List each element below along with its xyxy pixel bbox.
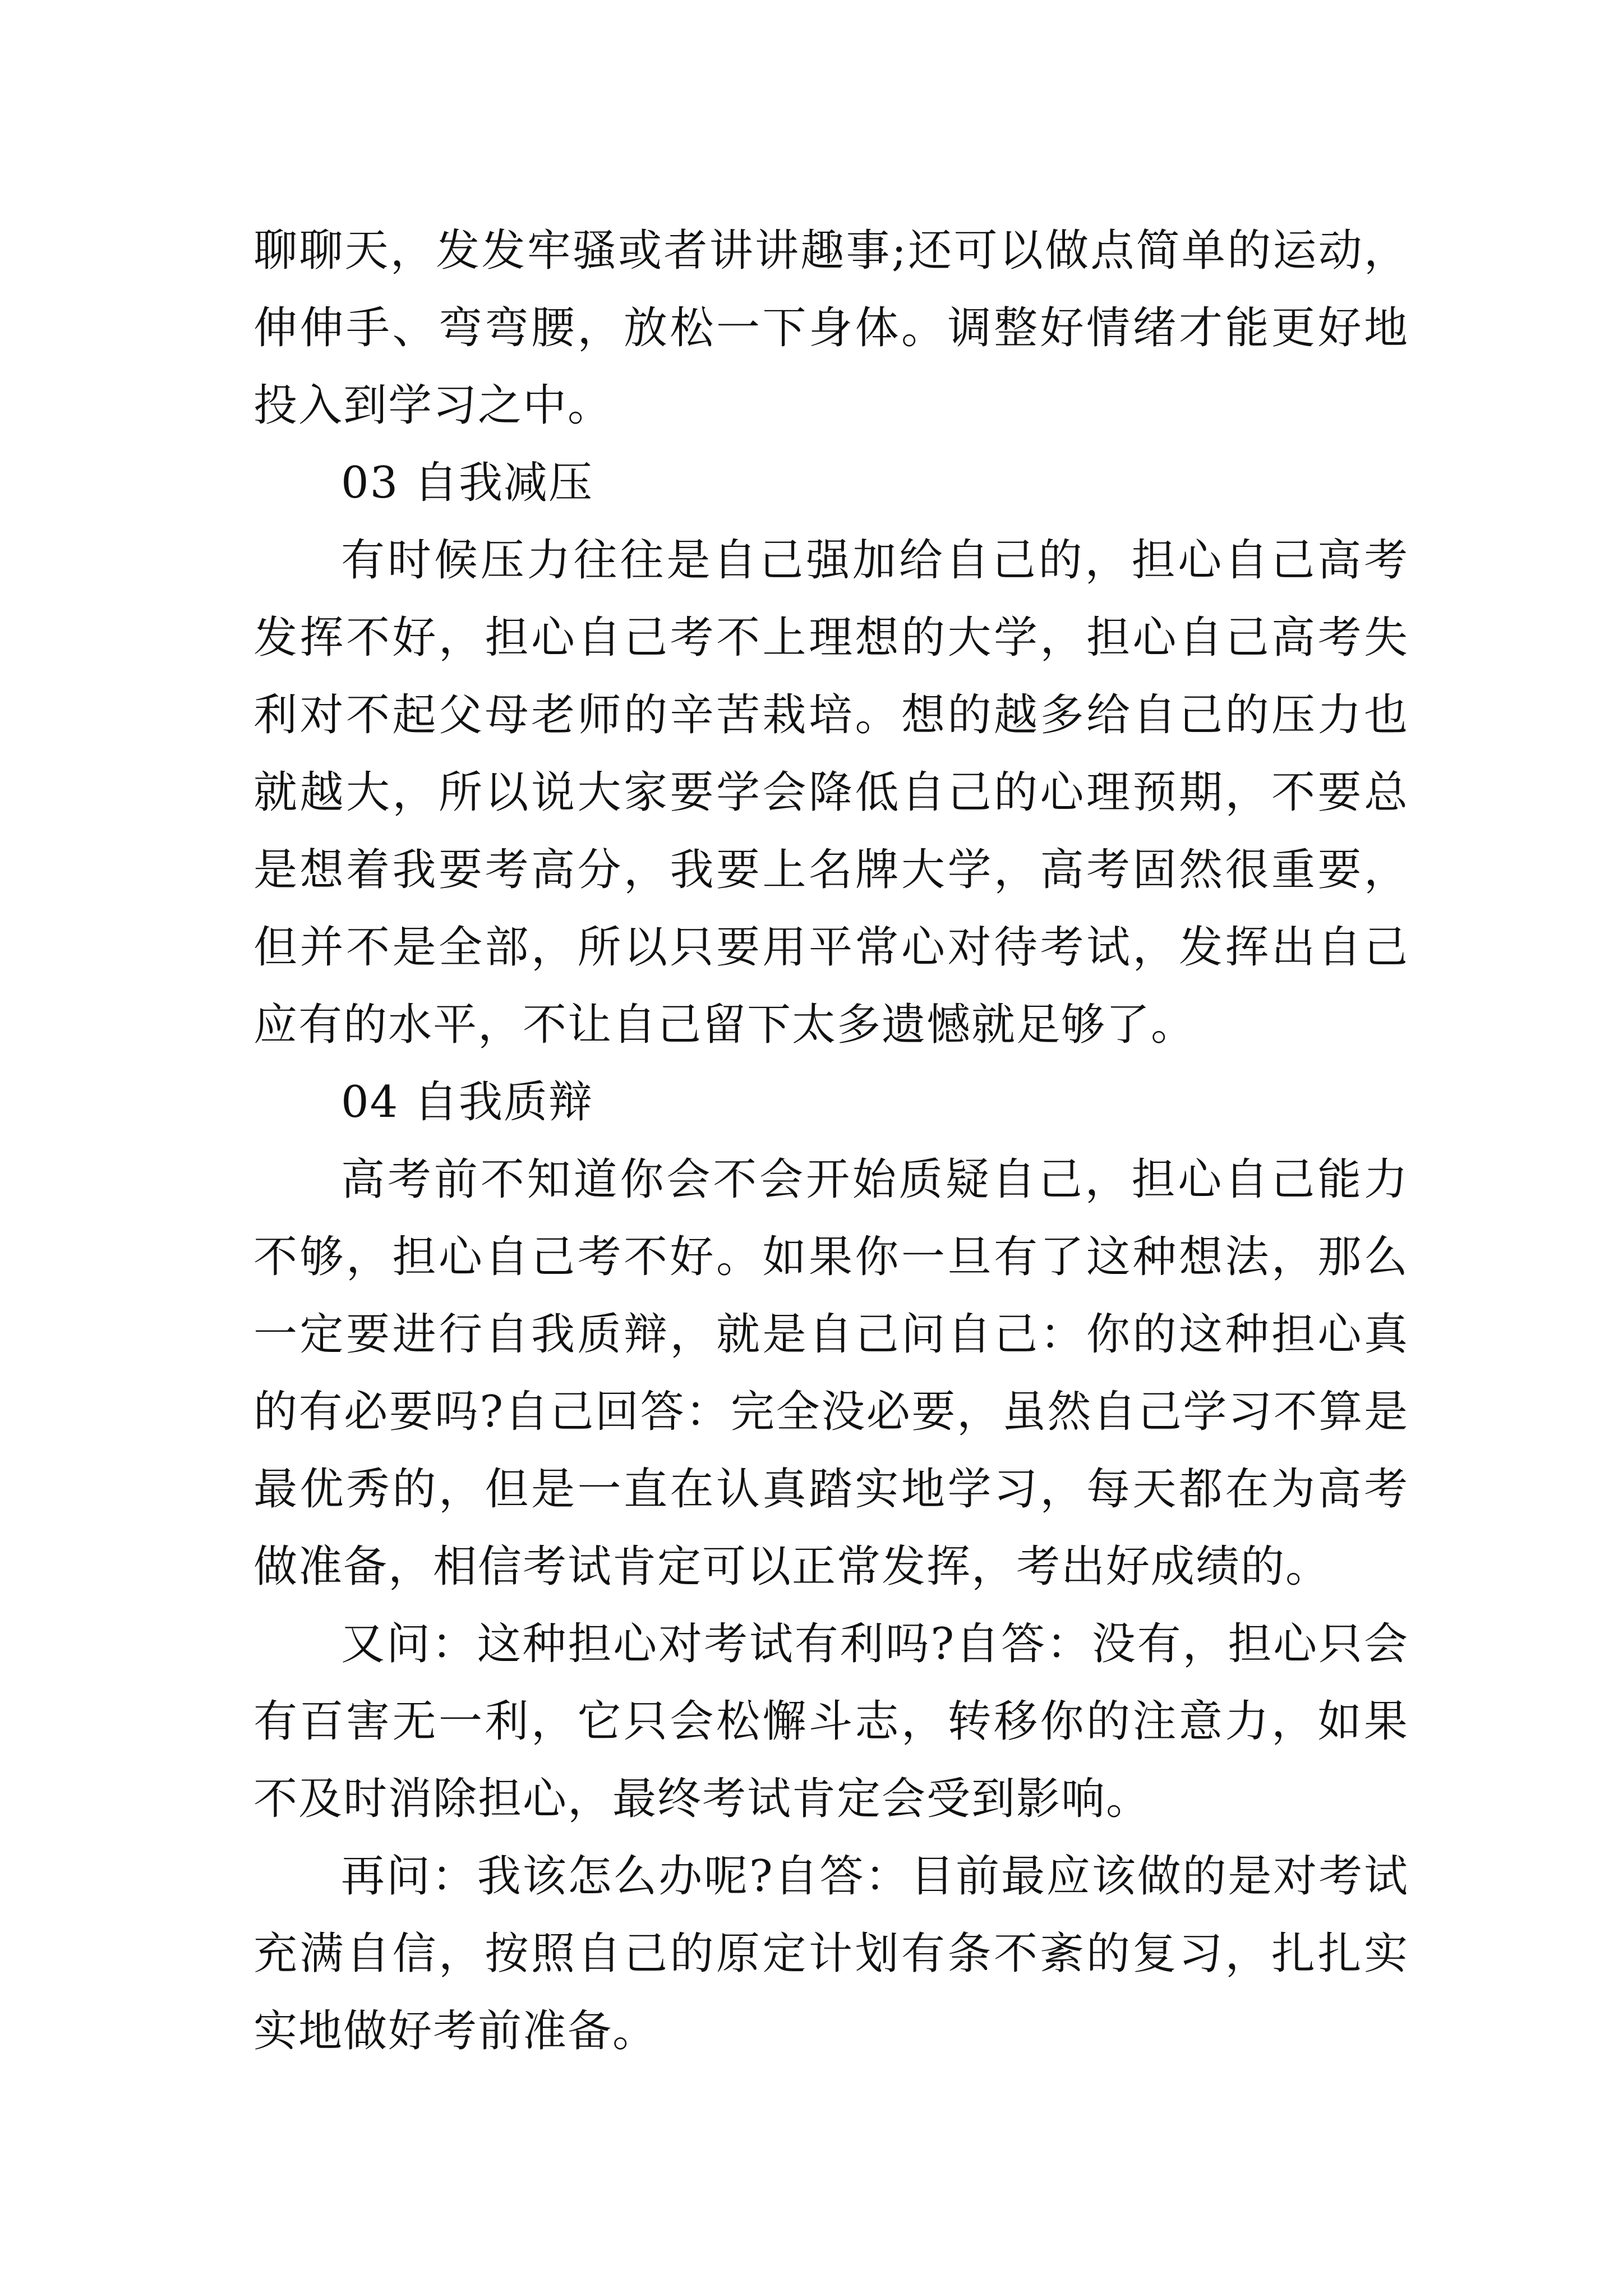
document-body: [253, 212, 1409, 2070]
paragraph-continued: 聊聊天，发发牢骚或者讲讲趣事;还可以做点简单的运动，伸伸手、弯弯腰，放松一下身体。调整好情绪才能更好地投入到学习之中。: [253, 226, 1409, 431]
paragraph-self-questioning: 高考前不知道你会不会开始质疑自己，担心自己能力不够，担心自己考不好。如果你一旦有了这种想法，那么一定要进行自我质辩，就是自己问自己：你的这种担心真的有必要吗?自己回答：完全没必要，虽然自己学习不算是最优秀的，但是一直在认真踏实地学习，每天都在为高考做准备，相信考试肯定可以正常发挥，考出好成绩的。: [253, 1154, 1409, 1592]
section-heading-04: 04 自我质辩: [341, 1077, 594, 1128]
paragraph-again-ask: 又问：这种担心对考试有利吗?自答：没有，担心只会有百害无一利，它只会松懈斗志，转移你的注意力，如果不及时消除担心，最终考试肯定会受到影响。: [253, 1619, 1409, 1824]
section-heading-03: 03 自我减压: [341, 458, 594, 508]
paragraph-self-relief: 有时候压力往往是自己强加给自己的，担心自己高考发挥不好，担心自己考不上理想的大学，担心自己高考失利对不起父母老师的辛苦栽培。想的越多给自己的压力也就越大，所以说大家要学会降低自己的心理预期，不要总是想着我要考高分，我要上名牌大学，高考固然很重要，但并不是全部，所以只要用平常心对待考试，发挥出自己应有的水平，不让自己留下太多遗憾就足够了。: [253, 535, 1409, 1050]
paragraph-ask-again: 再问：我该怎么办呢?自答：目前最应该做的是对考试充满自信，按照自己的原定计划有条不紊的复习，扎扎实实地做好考前准备。: [253, 1851, 1409, 2056]
